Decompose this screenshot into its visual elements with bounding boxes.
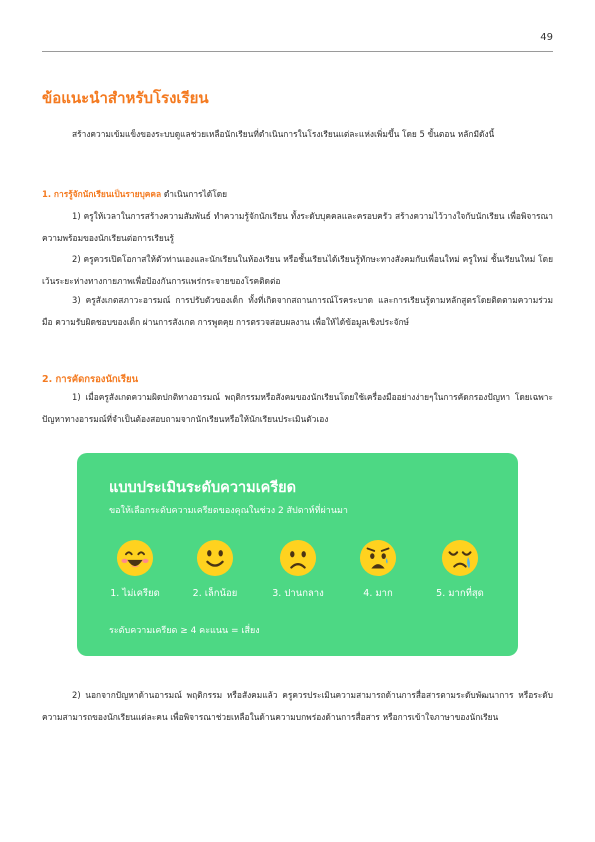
stress-option-label: 4. มาก <box>363 588 393 599</box>
section2-title: 2. การคัดกรองนักเรียน <box>42 374 139 385</box>
card-title: แบบประเมินระดับความเครียด <box>109 480 297 496</box>
card-subtitle: ขอให้เลือกระดับความเครียดของคุณในช่วง 2 สัปดาห์ที่ผ่านมา <box>109 506 348 516</box>
stress-option-label: 2. เล็กน้อย <box>192 588 238 599</box>
stress-option-label: 3. ปานกลาง <box>272 588 324 599</box>
section2-item-2: 2) นอกจากปัญหาด้านอารมณ์ พฤติกรรม หรือสังคมแล้ว ครูควรประเมินความสามารถด้านการสื่อสารตามระดับพัฒนาการ หรือระดับความสามารถของนักเรียนแต่ละคน เพื่อพิจารณาช่วยเหลือในด้านความบกพร่องด้านการสื่อสาร หรือการเข้าใจภาษาของนักเรียน <box>42 690 553 722</box>
anguished-face-icon <box>359 539 397 577</box>
section1-title-suffix: ดำเนินการได้โดย <box>163 189 228 199</box>
risk-threshold-note: ระดับความเครียด ≥ 4 คะแนน = เสี่ยง <box>109 626 260 636</box>
section1-title: 1. การรู้จักนักเรียนเป็นรายบุคคล <box>42 189 162 199</box>
frowning-face-icon <box>279 539 317 577</box>
stress-option-3[interactable] <box>257 539 339 601</box>
stress-option-2[interactable] <box>174 539 256 601</box>
smiling-face-icon <box>196 539 234 577</box>
stress-option-label: 1. ไม่เครียด <box>110 588 160 599</box>
header-divider <box>42 51 553 52</box>
crying-face-icon <box>441 539 479 577</box>
grinning-face-icon <box>116 539 154 577</box>
section1-item-1: 1) ครูให้เวลาในการสร้างความสัมพันธ์ ทำความรู้จักนักเรียน ทั้งระดับบุคคลและครอบครัว สร้างความไว้วางใจกับนักเรียน เพื่อพิจารณาความพร้อมของนักเรียนต่อการเรียนรู้ <box>42 211 553 243</box>
section1-item-2: 2) ครูควรเปิดโอกาสให้ตัวท่านเองและนักเรียนในห้องเรียน หรือชั้นเรียนได้เรียนรู้ทักษะทางสังคมกับเพื่อนใหม่ ครูใหม่ ชั้นเรียนใหม่ โดยเว้นระยะห่างทางกายภาพเพื่อป้องกันการแพร่กระจายของโรคติดต่อ <box>42 254 553 286</box>
stress-option-1[interactable] <box>94 539 176 601</box>
section1-item-3: 3) ครูสังเกตสภาวะอารมณ์ การปรับตัวของเด็ก ทั้งที่เกิดจากสถานการณ์โรคระบาด และการเรียนรู้ตามหลักสูตรโดยติดตามความร่วมมือ ความรับผิดชอบของเด็ก ผ่านการสังเกต การพูดคุย การตรวจสอบผลงาน เพื่อให้ได้ข้อมูลเชิงประจักษ์ <box>42 295 553 327</box>
section1-heading-line <box>42 184 553 206</box>
stress-option-4[interactable] <box>337 539 419 601</box>
page-title: ข้อแนะนำสำหรับโรงเรียน <box>42 89 209 107</box>
stress-option-label: 5. มากที่สุด <box>436 588 484 599</box>
stress-assessment-card <box>77 453 518 656</box>
stress-option-5[interactable] <box>419 539 501 601</box>
page-number: 49 <box>540 32 553 43</box>
intro-paragraph: สร้างความเข้มแข็งของระบบดูแลช่วยเหลือนักเรียนที่ดำเนินการในโรงเรียนแต่ละแห่งเพิ่มขึ้น โดย 5 ขั้นตอน หลักมีดังนี้ <box>72 129 495 139</box>
section2-item-1: 1) เมื่อครูสังเกตความผิดปกติทางอารมณ์ พฤติกรรมหรือสังคมของนักเรียนโดยใช้เครื่องมืออย่างง่ายๆในการคัดกรองปัญหา โดยเฉพาะปัญหาทางอารมณ์ที่จำเป็นต้องสอบถามจากนักเรียนหรือให้นักเรียนประเมินตัวเอง <box>42 392 553 424</box>
